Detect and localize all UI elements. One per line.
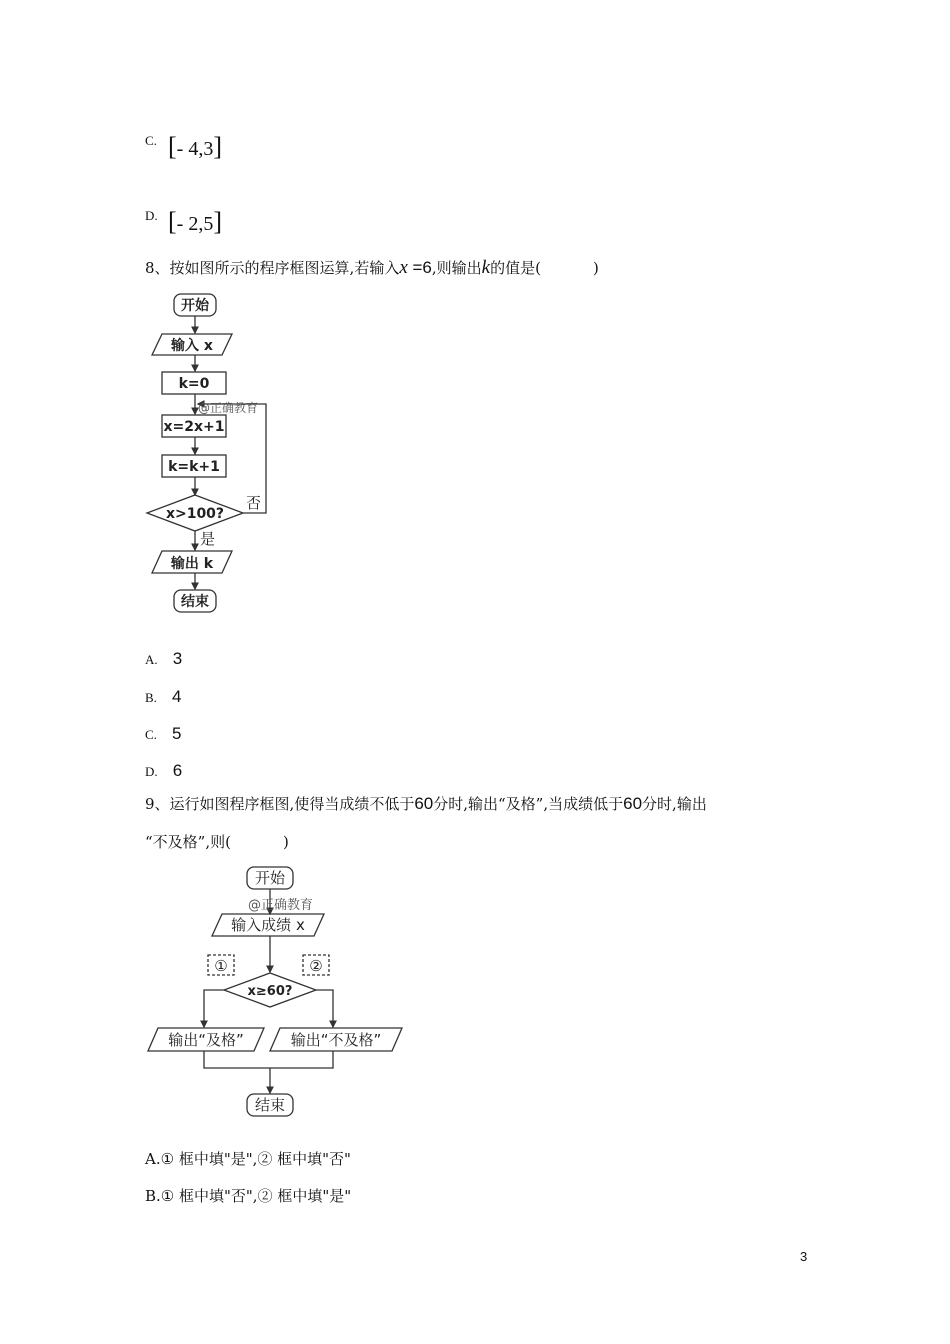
q9-text-a: 9、运行如图程序框图,使得当成绩不低于 bbox=[145, 795, 415, 813]
q8-suffix: 的值是( bbox=[490, 259, 541, 277]
box-1-label: ① bbox=[214, 957, 228, 975]
option-d-prev-value bbox=[168, 207, 222, 237]
q8-option-d bbox=[145, 761, 182, 781]
q9-text-c: 分时,输出 bbox=[642, 795, 707, 813]
init-label: k=0 bbox=[178, 376, 210, 392]
condition-label: x≥60? bbox=[247, 984, 293, 999]
watermark: @正确教育 bbox=[248, 898, 314, 913]
input-label: 输入 x bbox=[171, 338, 213, 354]
option-c-prev-value bbox=[168, 132, 222, 162]
q8-option-a bbox=[145, 649, 182, 669]
output-label: 输出 k bbox=[170, 556, 214, 572]
var-k: k bbox=[481, 257, 491, 278]
number-60: 60 bbox=[414, 794, 434, 813]
q8-close-paren: ) bbox=[592, 259, 599, 277]
option-value: 5 bbox=[172, 724, 182, 743]
option-value: 6 bbox=[172, 761, 183, 780]
option-letter: C. bbox=[145, 727, 157, 742]
input-label: 输入成绩 x bbox=[231, 916, 305, 934]
q8-middle: ,则输出 bbox=[431, 259, 482, 277]
step1-label: x=2x+1 bbox=[163, 419, 225, 435]
option-c-prev bbox=[145, 130, 157, 149]
q9-option-b bbox=[145, 1186, 351, 1206]
right-bracket: ] bbox=[213, 132, 223, 161]
option-letter: A. bbox=[145, 652, 158, 667]
condition-label: x>100? bbox=[165, 506, 225, 522]
q8-prefix: 8、按如图所示的程序框图运算,若输入 bbox=[145, 259, 400, 277]
yes-label: 是 bbox=[200, 530, 216, 548]
step2-label: k=k+1 bbox=[168, 459, 220, 475]
flowchart-q9 bbox=[140, 862, 420, 1124]
q9-text-b: 分时,输出“及格”,当成绩低于 bbox=[433, 795, 624, 813]
option-letter: D. bbox=[145, 208, 158, 223]
equals-six: =6 bbox=[407, 258, 432, 277]
question-8-stem bbox=[145, 258, 599, 278]
option-text: A.① 框中填"是",② 框中填"否" bbox=[145, 1150, 351, 1168]
var-x: x bbox=[399, 257, 408, 278]
option-letter: D. bbox=[145, 764, 158, 779]
flowchart-q8 bbox=[140, 288, 290, 618]
page-number: 3 bbox=[800, 1249, 808, 1264]
no-label: 否 bbox=[246, 494, 262, 512]
left-bracket: [ bbox=[168, 207, 177, 236]
number-60: 60 bbox=[623, 794, 643, 813]
start-label: 开始 bbox=[254, 869, 286, 887]
question-9-stem-line2 bbox=[145, 832, 289, 852]
interval-value: - 4,3 bbox=[176, 138, 214, 160]
output-pass-label: 输出“及格” bbox=[168, 1031, 244, 1049]
option-letter: B. bbox=[145, 690, 157, 705]
box-2-label: ② bbox=[309, 957, 323, 975]
start-label: 开始 bbox=[181, 298, 209, 314]
option-value: 4 bbox=[172, 687, 182, 706]
option-text: B.① 框中填"否",② 框中填"是" bbox=[145, 1187, 352, 1205]
end-label: 结束 bbox=[181, 594, 209, 610]
q8-option-b bbox=[145, 687, 181, 707]
end-label: 结束 bbox=[254, 1096, 286, 1114]
output-fail-label: 输出“不及格” bbox=[290, 1031, 382, 1049]
q9-option-a bbox=[145, 1149, 351, 1169]
q8-option-c bbox=[145, 724, 181, 744]
option-d-prev bbox=[145, 205, 158, 224]
q9-text-line2: “不及格”,则( bbox=[145, 833, 231, 851]
right-bracket: ] bbox=[213, 207, 223, 236]
q9-close-paren: ) bbox=[282, 833, 289, 851]
watermark: @正确教育 bbox=[198, 401, 259, 415]
interval-value: - 2,5 bbox=[176, 213, 214, 235]
question-9-stem-line1 bbox=[145, 794, 707, 814]
option-letter: C. bbox=[145, 133, 157, 148]
left-bracket: [ bbox=[168, 132, 177, 161]
option-value: 3 bbox=[172, 649, 183, 668]
